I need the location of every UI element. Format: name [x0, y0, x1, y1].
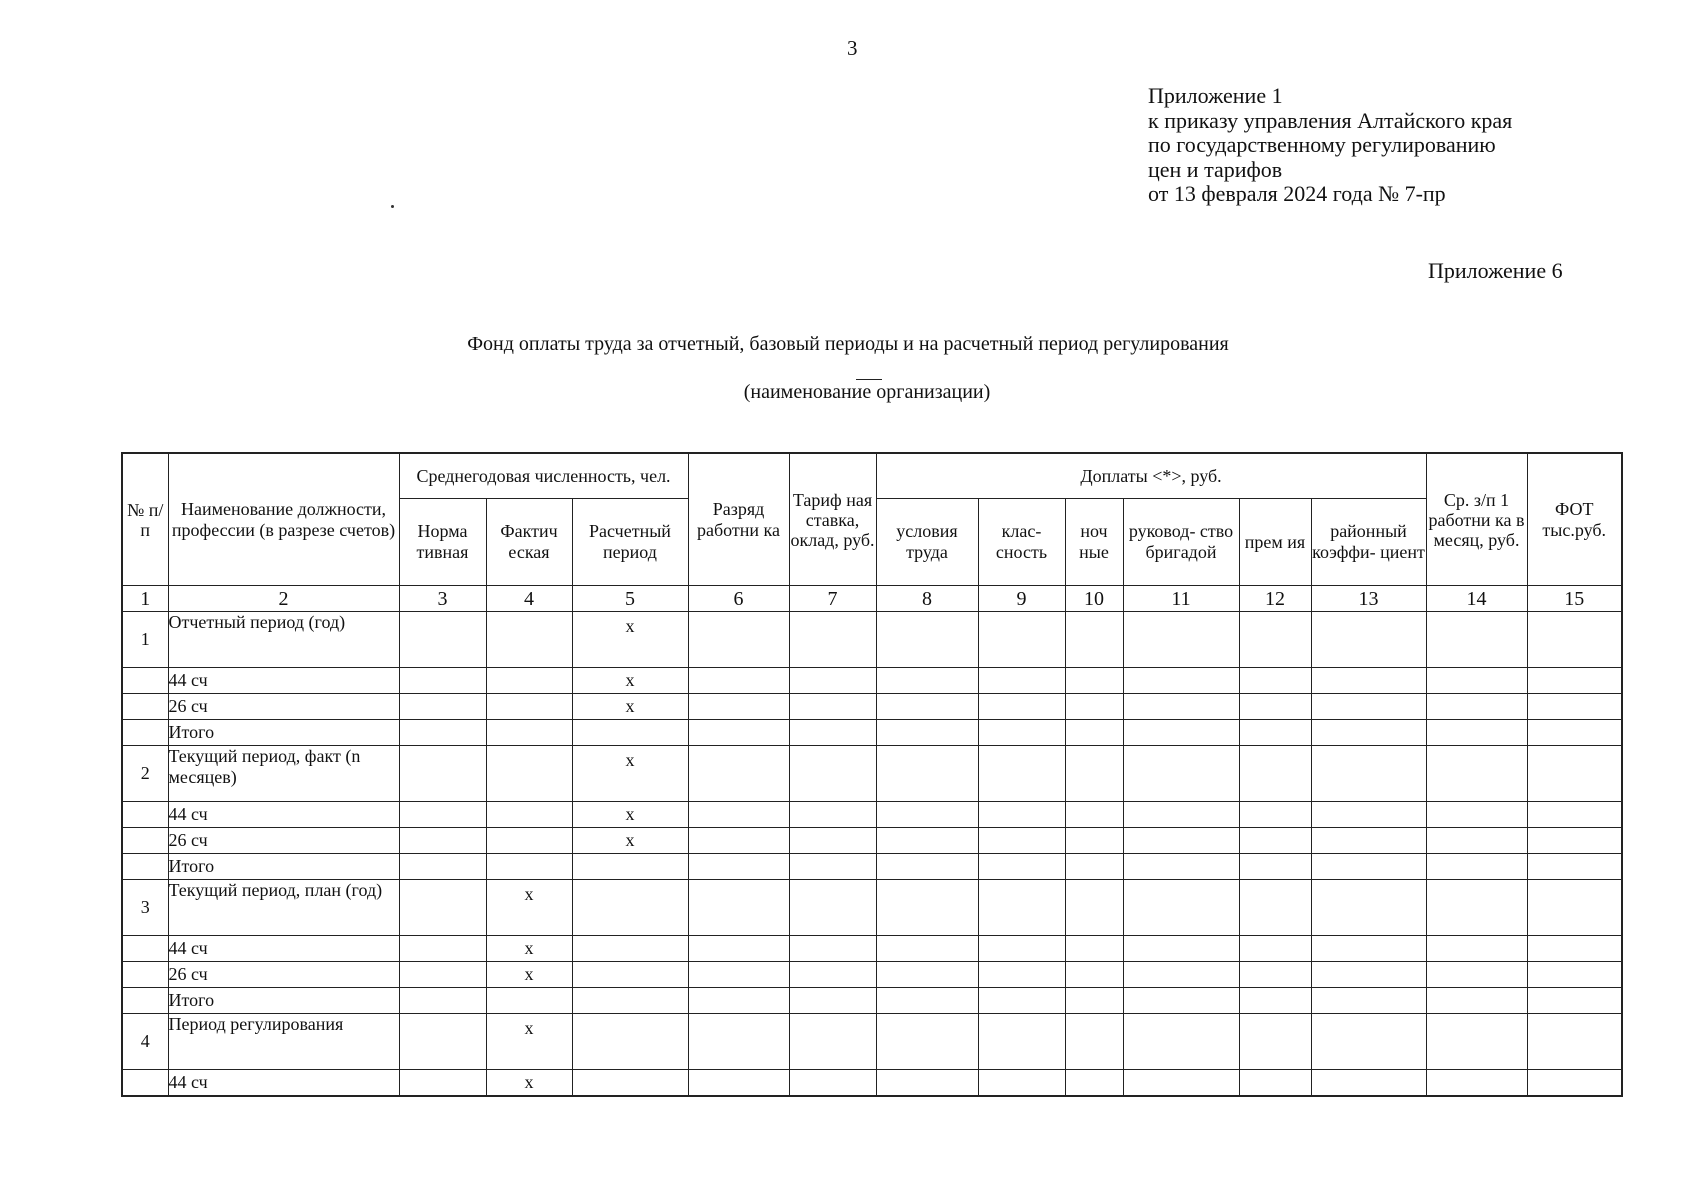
- empty-cell: [876, 962, 978, 988]
- empty-cell: [978, 828, 1065, 854]
- empty-cell: [1239, 988, 1311, 1014]
- empty-cell: [876, 694, 978, 720]
- empty-cell: [1065, 1014, 1123, 1070]
- table-row: [122, 694, 1622, 720]
- empty-cell: [789, 746, 876, 802]
- empty-cell: [1311, 802, 1426, 828]
- empty-cell: [688, 828, 789, 854]
- empty-cell: [789, 988, 876, 1014]
- empty-cell: [1123, 1014, 1239, 1070]
- empty-cell: [876, 854, 978, 880]
- empty-cell: [1239, 828, 1311, 854]
- not-applicable-mark: х: [486, 880, 572, 936]
- empty-cell: [688, 988, 789, 1014]
- header-headcount: Среднегодовая численность, чел.: [399, 453, 688, 499]
- empty-cell: [1065, 1070, 1123, 1097]
- table-row: [122, 880, 1622, 936]
- empty-cell: [1239, 880, 1311, 936]
- empty-cell: [1065, 828, 1123, 854]
- empty-cell: [1426, 988, 1527, 1014]
- column-number: 15: [1527, 586, 1622, 612]
- empty-cell: [1527, 668, 1622, 694]
- annex-label: Приложение 6: [1428, 258, 1563, 283]
- table-row: [122, 854, 1622, 880]
- empty-cell: [1527, 694, 1622, 720]
- header-grade: Разряд работни ка: [688, 453, 789, 586]
- empty-cell: [1527, 720, 1622, 746]
- empty-cell: [1065, 720, 1123, 746]
- not-applicable-mark: х: [486, 962, 572, 988]
- header-calculated: Расчетный период: [572, 499, 688, 586]
- table-row: [122, 988, 1622, 1014]
- empty-cell: [1426, 668, 1527, 694]
- empty-cell: [789, 936, 876, 962]
- payroll-table: [121, 452, 1623, 1097]
- empty-cell: [572, 1014, 688, 1070]
- empty-cell: [1311, 668, 1426, 694]
- empty-cell: [1426, 720, 1527, 746]
- empty-cell: [1239, 962, 1311, 988]
- row-name: 44 сч: [168, 802, 399, 828]
- empty-cell: [1527, 962, 1622, 988]
- empty-cell: [978, 962, 1065, 988]
- column-number: 4: [486, 586, 572, 612]
- row-name: Итого: [168, 720, 399, 746]
- empty-cell: [876, 988, 978, 1014]
- empty-cell: [978, 612, 1065, 668]
- empty-cell: [688, 668, 789, 694]
- empty-cell: [978, 1014, 1065, 1070]
- empty-cell: [688, 1014, 789, 1070]
- empty-cell: [1239, 936, 1311, 962]
- empty-cell: [1065, 880, 1123, 936]
- column-number: 7: [789, 586, 876, 612]
- empty-cell: [688, 880, 789, 936]
- empty-cell: [1527, 1070, 1622, 1097]
- not-applicable-mark: х: [486, 1014, 572, 1070]
- empty-cell: [1311, 720, 1426, 746]
- empty-cell: [688, 854, 789, 880]
- table-row: [122, 802, 1622, 828]
- empty-cell: [1123, 1070, 1239, 1097]
- empty-cell: [1065, 668, 1123, 694]
- empty-cell: [1311, 746, 1426, 802]
- row-number: [122, 802, 168, 828]
- empty-cell: [789, 1070, 876, 1097]
- row-name: 26 сч: [168, 962, 399, 988]
- empty-cell: [399, 880, 486, 936]
- scan-speck: [391, 205, 394, 208]
- row-number: [122, 936, 168, 962]
- empty-cell: [1426, 694, 1527, 720]
- empty-cell: [572, 988, 688, 1014]
- empty-cell: [978, 1070, 1065, 1097]
- empty-cell: [1311, 880, 1426, 936]
- empty-cell: [399, 936, 486, 962]
- approval-line: по государственному регулированию: [1148, 132, 1496, 157]
- empty-cell: [1065, 962, 1123, 988]
- empty-cell: [1123, 880, 1239, 936]
- empty-cell: [1527, 880, 1622, 936]
- not-applicable-mark: х: [486, 936, 572, 962]
- empty-cell: [399, 854, 486, 880]
- empty-cell: [876, 802, 978, 828]
- empty-cell: [789, 720, 876, 746]
- table-row: [122, 668, 1622, 694]
- empty-cell: [399, 746, 486, 802]
- empty-cell: [1239, 694, 1311, 720]
- row-name: Итого: [168, 988, 399, 1014]
- organization-name-line: [856, 379, 882, 380]
- column-number: 3: [399, 586, 486, 612]
- empty-cell: [1239, 1070, 1311, 1097]
- empty-cell: [688, 694, 789, 720]
- empty-cell: [486, 828, 572, 854]
- empty-cell: [789, 854, 876, 880]
- not-applicable-mark: х: [572, 612, 688, 668]
- empty-cell: [572, 1070, 688, 1097]
- empty-cell: [789, 1014, 876, 1070]
- empty-cell: [1311, 1070, 1426, 1097]
- document-title: Фонд оплаты труда за отчетный, базовый периоды и на расчетный период регулирования: [467, 333, 1229, 355]
- empty-cell: [1065, 694, 1123, 720]
- empty-cell: [876, 880, 978, 936]
- empty-cell: [1527, 802, 1622, 828]
- empty-cell: [688, 936, 789, 962]
- empty-cell: [789, 828, 876, 854]
- row-number: [122, 962, 168, 988]
- approval-line: к приказу управления Алтайского края: [1148, 107, 1513, 133]
- row-name: 44 сч: [168, 1070, 399, 1097]
- table-row: [122, 962, 1622, 988]
- empty-cell: [486, 720, 572, 746]
- empty-cell: [978, 720, 1065, 746]
- column-number: 12: [1239, 586, 1311, 612]
- empty-cell: [1123, 720, 1239, 746]
- empty-cell: [978, 880, 1065, 936]
- header-avg-salary: Ср. з/п 1 работни ка в месяц, руб.: [1426, 453, 1527, 586]
- table-row: [122, 1070, 1622, 1097]
- empty-cell: [1239, 854, 1311, 880]
- header-regional: районный коэффи- циент: [1311, 499, 1426, 586]
- approval-line: Приложение 1: [1148, 83, 1283, 108]
- empty-cell: [1123, 746, 1239, 802]
- not-applicable-mark: х: [572, 828, 688, 854]
- not-applicable-mark: х: [572, 668, 688, 694]
- column-number: 8: [876, 586, 978, 612]
- header-name: Наименование должности, профессии (в разрезе счетов): [168, 453, 399, 586]
- empty-cell: [1426, 936, 1527, 962]
- row-number: [122, 828, 168, 854]
- empty-cell: [486, 854, 572, 880]
- header-fot: ФОТ тыс.руб.: [1527, 453, 1622, 586]
- header-tariff: Тариф ная ставка, оклад, руб.: [789, 453, 876, 586]
- empty-cell: [1065, 988, 1123, 1014]
- row-name: Отчетный период (год): [168, 612, 399, 668]
- empty-cell: [399, 612, 486, 668]
- empty-cell: [1311, 854, 1426, 880]
- row-name: Текущий период, факт (n месяцев): [168, 746, 399, 802]
- empty-cell: [978, 854, 1065, 880]
- row-number: 3: [122, 880, 168, 936]
- empty-cell: [1426, 746, 1527, 802]
- not-applicable-mark: х: [486, 1070, 572, 1097]
- header-brigade: руковод- ство бригадой: [1123, 499, 1239, 586]
- empty-cell: [486, 612, 572, 668]
- row-name: Итого: [168, 854, 399, 880]
- empty-cell: [1426, 802, 1527, 828]
- empty-cell: [978, 694, 1065, 720]
- empty-cell: [1065, 936, 1123, 962]
- empty-cell: [1123, 936, 1239, 962]
- empty-cell: [1311, 612, 1426, 668]
- empty-cell: [486, 694, 572, 720]
- empty-cell: [1527, 936, 1622, 962]
- empty-cell: [1311, 962, 1426, 988]
- empty-cell: [1527, 1014, 1622, 1070]
- empty-cell: [789, 802, 876, 828]
- header-bonus: прем ия: [1239, 499, 1311, 586]
- table-row: [122, 720, 1622, 746]
- column-number: 9: [978, 586, 1065, 612]
- approval-block: [1148, 84, 1512, 207]
- row-number: [122, 668, 168, 694]
- empty-cell: [1527, 612, 1622, 668]
- empty-cell: [1123, 854, 1239, 880]
- row-name: 26 сч: [168, 694, 399, 720]
- table-row: [122, 828, 1622, 854]
- empty-cell: [876, 1070, 978, 1097]
- empty-cell: [1426, 612, 1527, 668]
- row-name: Период регулирования: [168, 1014, 399, 1070]
- empty-cell: [688, 1070, 789, 1097]
- empty-cell: [1065, 802, 1123, 828]
- empty-cell: [789, 880, 876, 936]
- empty-cell: [789, 612, 876, 668]
- empty-cell: [688, 962, 789, 988]
- empty-cell: [1123, 802, 1239, 828]
- empty-cell: [1239, 612, 1311, 668]
- empty-cell: [1123, 612, 1239, 668]
- row-name: Текущий период, план (год): [168, 880, 399, 936]
- empty-cell: [1426, 1070, 1527, 1097]
- empty-cell: [399, 668, 486, 694]
- empty-cell: [1426, 1014, 1527, 1070]
- row-number: [122, 854, 168, 880]
- empty-cell: [688, 612, 789, 668]
- empty-cell: [399, 962, 486, 988]
- empty-cell: [1426, 828, 1527, 854]
- empty-cell: [399, 1070, 486, 1097]
- header-surcharges: Доплаты <*>, руб.: [876, 453, 1426, 499]
- empty-cell: [1311, 1014, 1426, 1070]
- row-number: 2: [122, 746, 168, 802]
- row-name: 26 сч: [168, 828, 399, 854]
- empty-cell: [1426, 962, 1527, 988]
- empty-cell: [789, 694, 876, 720]
- table-row: [122, 1014, 1622, 1070]
- column-number: 1: [122, 586, 168, 612]
- empty-cell: [1239, 720, 1311, 746]
- empty-cell: [1527, 988, 1622, 1014]
- empty-cell: [1065, 746, 1123, 802]
- empty-cell: [978, 802, 1065, 828]
- empty-cell: [1527, 828, 1622, 854]
- header-normative: Норма тивная: [399, 499, 486, 586]
- empty-cell: [572, 962, 688, 988]
- empty-cell: [876, 668, 978, 694]
- column-number-row: [122, 586, 1622, 612]
- empty-cell: [399, 1014, 486, 1070]
- empty-cell: [1426, 880, 1527, 936]
- row-number: 4: [122, 1014, 168, 1070]
- empty-cell: [1123, 962, 1239, 988]
- row-number: [122, 988, 168, 1014]
- approval-line: от 13 февраля 2024 года № 7-пр: [1148, 181, 1446, 206]
- empty-cell: [876, 1014, 978, 1070]
- approval-line: цен и тарифов: [1148, 156, 1283, 182]
- empty-cell: [688, 720, 789, 746]
- empty-cell: [486, 746, 572, 802]
- row-number: [122, 720, 168, 746]
- empty-cell: [978, 988, 1065, 1014]
- empty-cell: [876, 746, 978, 802]
- empty-cell: [399, 828, 486, 854]
- row-name: 44 сч: [168, 668, 399, 694]
- empty-cell: [1123, 668, 1239, 694]
- empty-cell: [399, 988, 486, 1014]
- empty-cell: [876, 720, 978, 746]
- empty-cell: [876, 828, 978, 854]
- empty-cell: [1065, 854, 1123, 880]
- empty-cell: [1527, 746, 1622, 802]
- empty-cell: [688, 746, 789, 802]
- empty-cell: [1311, 936, 1426, 962]
- row-name: 44 сч: [168, 936, 399, 962]
- column-number: 6: [688, 586, 789, 612]
- empty-cell: [688, 802, 789, 828]
- empty-cell: [1311, 828, 1426, 854]
- row-number: [122, 694, 168, 720]
- empty-cell: [399, 694, 486, 720]
- empty-cell: [399, 802, 486, 828]
- organization-caption: (наименование организации): [743, 381, 991, 403]
- column-number: 14: [1426, 586, 1527, 612]
- not-applicable-mark: х: [572, 746, 688, 802]
- empty-cell: [789, 668, 876, 694]
- header-class: клас- сность: [978, 499, 1065, 586]
- empty-cell: [1123, 694, 1239, 720]
- empty-cell: [572, 936, 688, 962]
- column-number: 13: [1311, 586, 1426, 612]
- table-row: [122, 936, 1622, 962]
- table-row: [122, 612, 1622, 668]
- empty-cell: [978, 936, 1065, 962]
- header-night: ноч ные: [1065, 499, 1123, 586]
- empty-cell: [572, 880, 688, 936]
- empty-cell: [486, 988, 572, 1014]
- not-applicable-mark: х: [572, 694, 688, 720]
- empty-cell: [1426, 854, 1527, 880]
- empty-cell: [572, 854, 688, 880]
- empty-cell: [1311, 988, 1426, 1014]
- empty-cell: [978, 746, 1065, 802]
- header-actual: Фактич еская: [486, 499, 572, 586]
- empty-cell: [572, 720, 688, 746]
- empty-cell: [1239, 1014, 1311, 1070]
- header-conditions: условия труда: [876, 499, 978, 586]
- empty-cell: [789, 962, 876, 988]
- empty-cell: [1527, 854, 1622, 880]
- row-number: [122, 1070, 168, 1097]
- empty-cell: [486, 668, 572, 694]
- empty-cell: [978, 668, 1065, 694]
- empty-cell: [486, 802, 572, 828]
- empty-cell: [1239, 802, 1311, 828]
- column-number: 5: [572, 586, 688, 612]
- column-number: 11: [1123, 586, 1239, 612]
- page-number: 3: [847, 36, 858, 60]
- empty-cell: [1065, 612, 1123, 668]
- header-num: № п/ п: [122, 453, 168, 586]
- empty-cell: [1123, 828, 1239, 854]
- empty-cell: [1239, 746, 1311, 802]
- empty-cell: [1123, 988, 1239, 1014]
- table-row: [122, 746, 1622, 802]
- column-number: 10: [1065, 586, 1123, 612]
- column-number: 2: [168, 586, 399, 612]
- not-applicable-mark: х: [572, 802, 688, 828]
- empty-cell: [876, 936, 978, 962]
- row-number: 1: [122, 612, 168, 668]
- empty-cell: [1239, 668, 1311, 694]
- empty-cell: [876, 612, 978, 668]
- empty-cell: [399, 720, 486, 746]
- empty-cell: [1311, 694, 1426, 720]
